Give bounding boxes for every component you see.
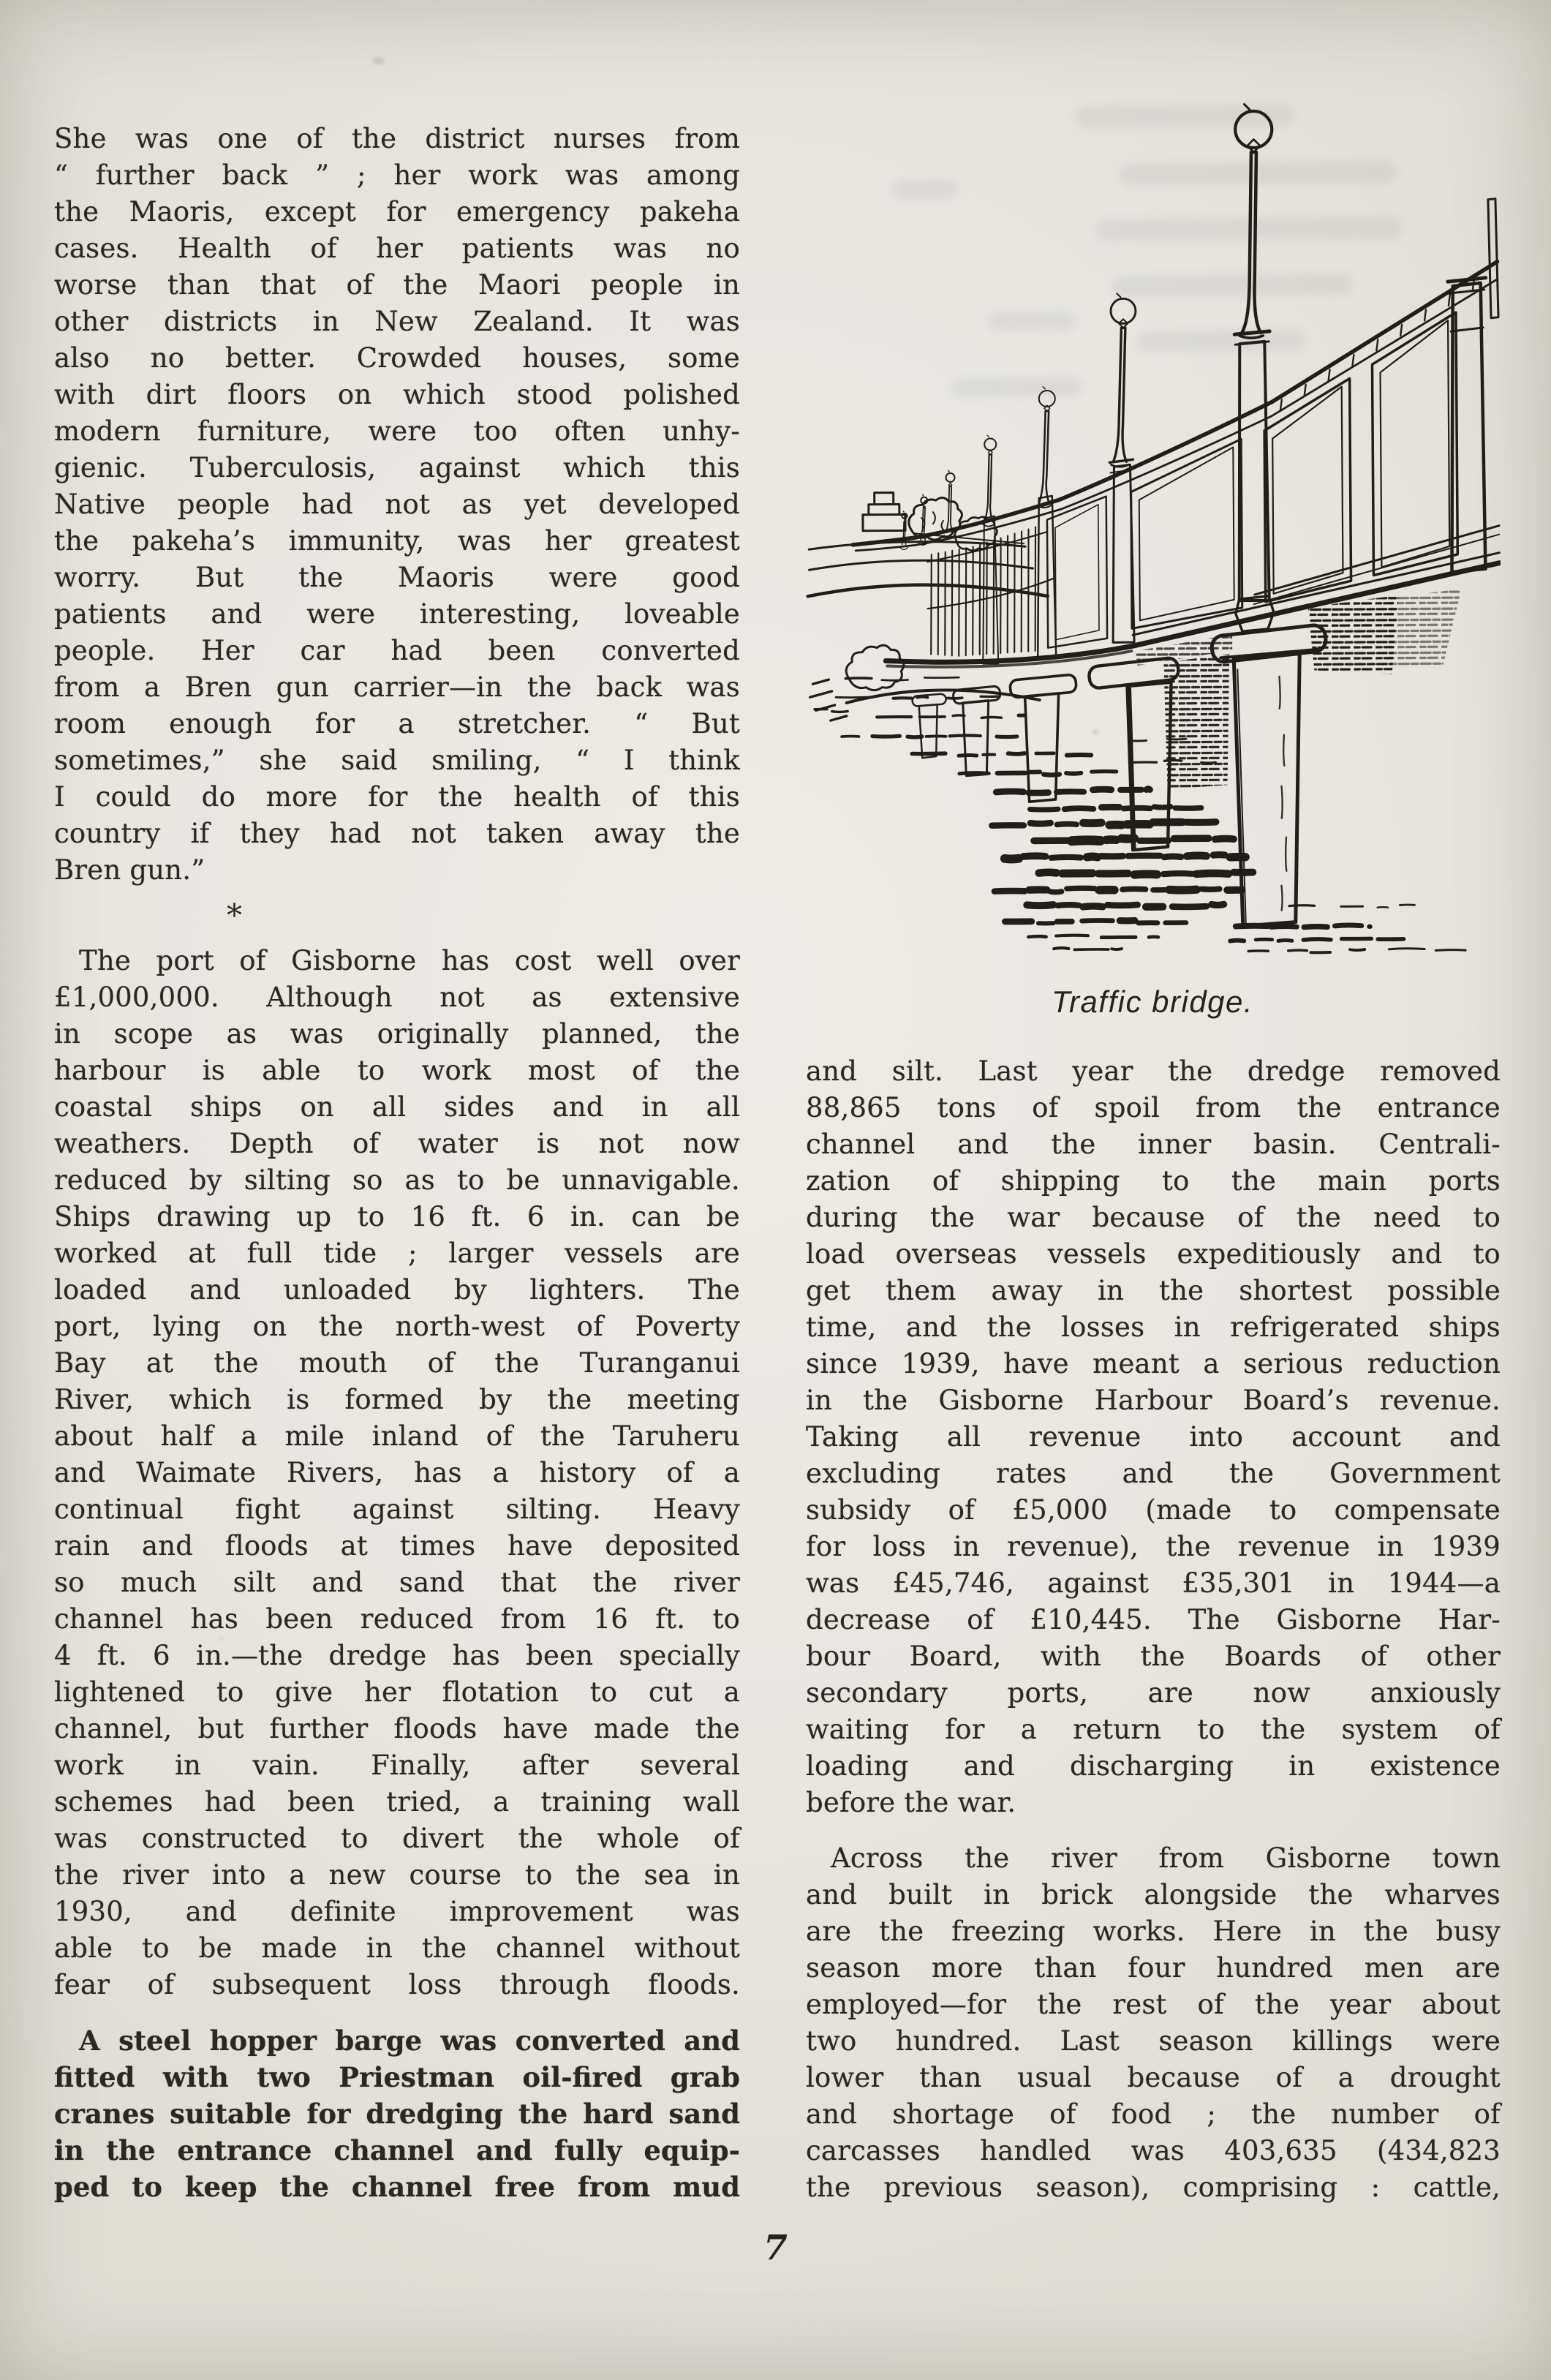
text-line: also no better. Crowded houses, some [54, 342, 740, 374]
text-line: Across the river from Gisborne town [831, 1842, 1501, 1874]
text-line: rain and floods at times have deposited [54, 1530, 740, 1562]
text-line: Ships drawing up to 16 ft. 6 in. can be [54, 1201, 740, 1232]
text-line: She was one of the district nurses from [54, 123, 740, 154]
text-line: 88,865 tons of spoil from the entrance [806, 1092, 1501, 1123]
text-line: weathers. Depth of water is not now [54, 1128, 740, 1159]
text-line: from a Bren gun carrier—in the back was [54, 671, 740, 703]
text-line: able to be made in the channel without [54, 1932, 740, 1964]
text-line: worked at full tide ; larger vessels are [54, 1238, 740, 1269]
text-line: loaded and unloaded by lighters. The [54, 1274, 740, 1306]
text-line: country if they had not taken away the [54, 818, 740, 849]
paper-speck [373, 57, 385, 64]
text-line: patients and were interesting, loveable [54, 598, 740, 630]
text-line: modern furniture, were too often unhy- [54, 415, 740, 447]
text-line: fear of subsequent loss through floods. [54, 1969, 740, 2000]
lamp-post [1232, 104, 1275, 631]
paragraph [806, 1840, 1501, 2206]
figure-caption: Traffic bridge. [1051, 984, 1254, 1019]
text-line: and built in brick alongside the wharves [806, 1879, 1501, 1910]
text-line: cranes suitable for dredging the hard sand [54, 2098, 740, 2130]
text-line: 1930, and definite improvement was [54, 1896, 740, 1927]
figure-area [804, 92, 1501, 960]
text-line: work in vain. Finally, after several [54, 1750, 740, 1781]
section-separator: * [227, 897, 242, 933]
text-line: gienic. Tuberculosis, against which this [54, 452, 740, 483]
text-line: coastal ships on all sides and in all [54, 1091, 740, 1123]
text-line: so much silt and sand that the river [54, 1567, 740, 1598]
text-line: for loss in revenue), the revenue in 1939 [806, 1531, 1501, 1562]
traffic-bridge-illustration [804, 92, 1501, 960]
text-line: loading and discharging in existence [806, 1750, 1501, 1782]
text-line: bour Board, with the Boards of other [806, 1641, 1501, 1672]
text-line: room enough for a stretcher. “ But [54, 708, 740, 739]
text-line: secondary ports, are now anxiously [806, 1677, 1501, 1709]
left-text-column [54, 121, 740, 2205]
text-line: lightened to give her flotation to cut a [54, 1676, 740, 1708]
text-line: during the war because of the need to [806, 1202, 1501, 1233]
text-line: season more than four hundred men are [806, 1952, 1501, 1984]
text-line: the Maoris, except for emergency pakeha [54, 196, 740, 227]
text-line: harbour is able to work most of the [54, 1055, 740, 1086]
text-line: worry. But the Maoris were good [54, 562, 740, 593]
text-line: and silt. Last year the dredge removed [806, 1055, 1501, 1087]
text-line: since 1939, have meant a serious reduction [806, 1348, 1501, 1379]
paragraph [54, 943, 740, 2003]
text-line: was constructed to divert the whole of [54, 1823, 740, 1854]
text-line: employed—for the rest of the year about [806, 1989, 1501, 2020]
text-line: ped to keep the channel free from mud [54, 2171, 740, 2203]
text-line: in the entrance channel and fully equip- [54, 2134, 740, 2166]
text-line: sometimes,” she said smiling, “ I think [54, 745, 740, 776]
text-line: cases. Health of her patients was no [54, 233, 740, 264]
text-line: time, and the losses in refrigerated ships [806, 1311, 1501, 1343]
text-line: are the freezing works. Here in the busy [806, 1916, 1501, 1947]
text-line: excluding rates and the Government [806, 1458, 1501, 1489]
paper-speck [219, 1637, 224, 1641]
text-line: A steel hopper barge was converted and [79, 2025, 740, 2057]
text-line: carcasses handled was 403,635 (434,823 [806, 2135, 1501, 2166]
text-line: people. Her car had been converted [54, 635, 740, 666]
text-line: the river into a new course to the sea in [54, 1859, 740, 1891]
text-line: about half a mile inland of the Taruheru [54, 1420, 740, 1452]
paragraph [54, 2022, 740, 2205]
text-line: two hundred. Last season killings were [806, 2025, 1501, 2057]
text-line: get them away in the shortest possible [806, 1275, 1501, 1306]
text-line: fitted with two Priestman oil-fired grab [54, 2061, 740, 2093]
text-line: waiting for a return to the system of [806, 1714, 1501, 1745]
text-line: before the war. [806, 1787, 1016, 1818]
text-line: the previous season), comprising : cattle, [806, 2172, 1501, 2203]
paper-speck [1093, 730, 1098, 734]
text-line: Taking all revenue into account and [806, 1421, 1501, 1453]
text-line: schemes had been tried, a training wall [54, 1786, 740, 1818]
text-line: lower than usual because of a drought [806, 2062, 1501, 2093]
text-line: “ further back ” ; her work was among [54, 159, 740, 191]
text-line: subsidy of £5,000 (made to compensate [806, 1494, 1501, 1526]
text-line: in scope as was originally planned, the [54, 1018, 740, 1050]
paragraph [806, 1053, 1501, 1821]
text-line: Bren gun.” [54, 854, 205, 886]
text-line: reduced by silting so as to be unnavigable. [54, 1164, 740, 1196]
page-number: 7 [763, 2228, 788, 2268]
lamp-post [981, 435, 998, 664]
text-line: was £45,746, against £35,301 in 1944—a [806, 1567, 1501, 1599]
text-line: £1,000,000. Although not as extensive [54, 982, 740, 1013]
paragraph [54, 121, 740, 889]
text-line: worse than that of the Maori people in [54, 269, 740, 301]
right-text-column [806, 1053, 1501, 2206]
text-line: decrease of £10,445. The Gisborne Har- [806, 1604, 1501, 1635]
text-line: The port of Gisborne has cost well over [79, 945, 740, 976]
text-line: with dirt floors on which stood polished [54, 379, 740, 410]
text-line: continual fight against silting. Heavy [54, 1494, 740, 1525]
text-line: channel has been reduced from 16 ft. to [54, 1603, 740, 1635]
text-line: I could do more for the health of this [54, 781, 740, 813]
text-line: the pakeha’s immunity, was her greatest [54, 525, 740, 557]
text-line: River, which is formed by the meeting [54, 1384, 740, 1415]
text-line: load overseas vessels expeditiously and to [806, 1238, 1501, 1270]
text-line: channel, but further floods have made the [54, 1713, 740, 1744]
text-line: and shortage of food ; the number of [806, 2098, 1501, 2130]
text-line: and Waimate Rivers, has a history of a [54, 1457, 740, 1488]
text-line: Native people had not as yet developed [54, 489, 740, 520]
text-line: channel and the inner basin. Centrali- [806, 1129, 1501, 1160]
text-line: port, lying on the north-west of Poverty [54, 1311, 740, 1342]
text-line: 4 ft. 6 in.—the dredge has been specially [54, 1640, 740, 1671]
text-line: Bay at the mouth of the Turanganui [54, 1347, 740, 1379]
text-line: in the Gisborne Harbour Board’s revenue. [806, 1385, 1501, 1416]
text-line: other districts in New Zealand. It was [54, 306, 740, 337]
text-line: zation of shipping to the main ports [806, 1165, 1501, 1197]
